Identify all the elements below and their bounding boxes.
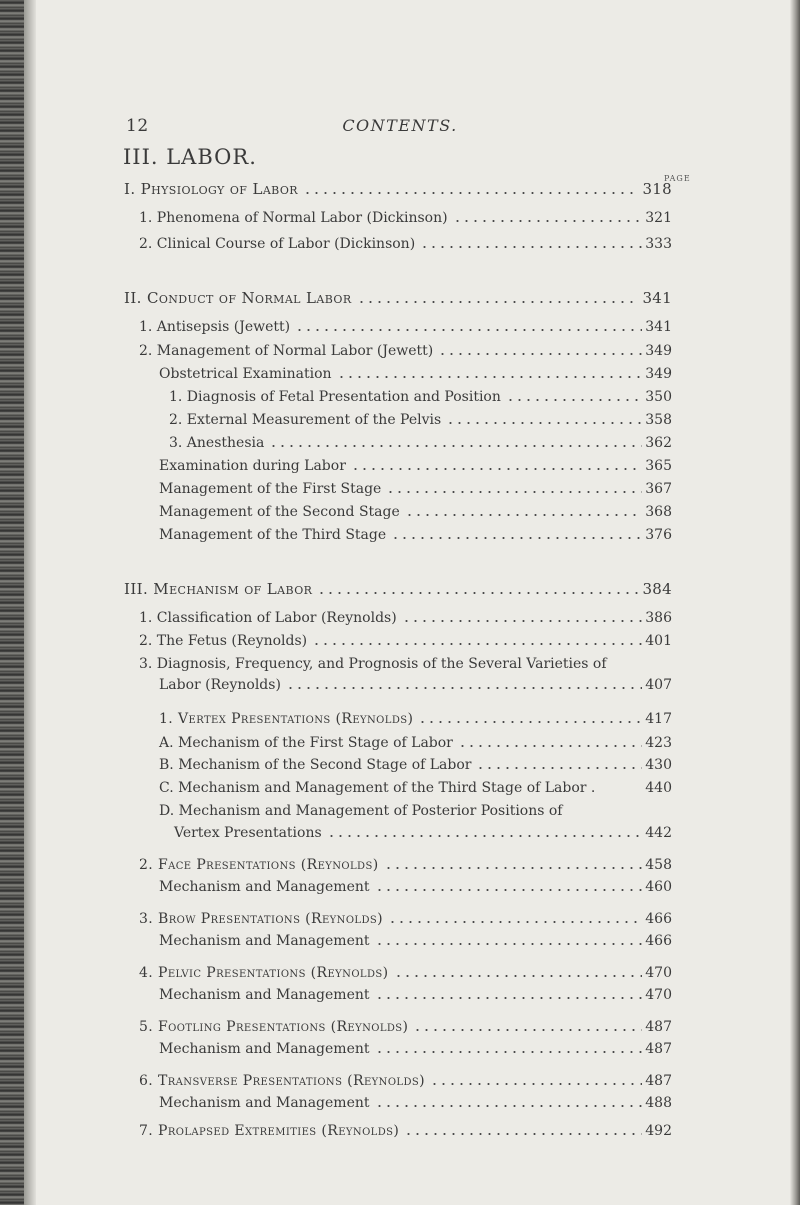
toc-entry-page: 368	[645, 504, 672, 520]
toc-entry	[139, 235, 672, 253]
toc-entry-page: 470	[645, 987, 672, 1003]
toc-entry	[159, 676, 672, 694]
toc-entry-page: 318	[642, 180, 672, 198]
toc-entry-page: 488	[645, 1095, 672, 1111]
toc-entry	[139, 342, 672, 360]
toc-entry-label: 3. Diagnosis, Frequency, and Prognosis of the Several Varieties of	[139, 656, 607, 672]
toc-entry-label: 4. Pelvic Presentations (Reynolds)	[139, 965, 389, 981]
toc-entry-page: 358	[645, 412, 672, 428]
toc-entry	[139, 1122, 672, 1140]
leader-dots	[269, 435, 642, 447]
leader-dots	[375, 1095, 643, 1107]
leader-dots	[458, 735, 642, 747]
leader-dots	[438, 343, 642, 355]
leader-dots	[357, 291, 640, 303]
leader-dots	[375, 879, 643, 891]
toc-entry	[139, 856, 672, 874]
toc-entry-label: Labor (Reynolds)	[159, 677, 281, 693]
leader-dots	[351, 458, 642, 470]
toc-entry-label: 2. Face Presentations (Reynolds)	[139, 857, 379, 873]
toc-entry-page: 470	[645, 965, 672, 981]
leader-dots	[295, 319, 642, 331]
toc-entry-page: 321	[645, 210, 672, 226]
leader-dots	[375, 1041, 643, 1053]
leader-dots	[388, 911, 642, 923]
page-column-label: PAGE	[664, 174, 691, 183]
toc-entry-label: III. Mechanism of Labor	[124, 580, 313, 598]
toc-entry-label: 7. Prolapsed Extremities (Reynolds)	[139, 1123, 400, 1139]
leader-dots	[405, 504, 642, 516]
toc-entry	[124, 580, 672, 598]
toc-entry-page: 365	[645, 458, 672, 474]
toc-entry-label: 1. Vertex Presentations (Reynolds)	[159, 711, 414, 727]
leader-dots	[327, 825, 643, 837]
toc-entry	[159, 756, 672, 774]
toc-entry-page: 333	[645, 236, 672, 252]
toc-entry	[169, 434, 672, 452]
leader-dots	[404, 1123, 642, 1135]
leader-dots	[418, 711, 642, 723]
toc-entry-page: 407	[645, 677, 672, 693]
toc-entry	[124, 289, 672, 307]
toc-entry	[159, 779, 672, 797]
toc-entry	[159, 932, 672, 950]
toc-entry-label: 2. Management of Normal Labor (Jewett)	[139, 343, 434, 359]
toc-entry-page: 487	[645, 1019, 672, 1035]
toc-entry	[139, 609, 672, 627]
leader-dots	[286, 677, 642, 689]
toc-entry-page: 341	[642, 289, 672, 307]
toc-entry-label: 1. Classification of Labor (Reynolds)	[139, 610, 397, 626]
toc-entry	[139, 632, 672, 650]
toc-entry-page: 466	[645, 911, 672, 927]
toc-entry-label: 1. Phenomena of Normal Labor (Dickinson)	[139, 210, 448, 226]
toc-entry-label: C. Mechanism and Management of the Third Stage of Labor .	[159, 780, 596, 796]
leader-dots	[446, 412, 642, 424]
page-number: 12	[126, 116, 149, 136]
leader-dots	[420, 236, 642, 248]
toc-entry-label: 3. Brow Presentations (Reynolds)	[139, 911, 383, 927]
toc-entry-page: 386	[645, 610, 672, 626]
toc-entry-page: 423	[645, 735, 672, 751]
toc-entry	[159, 1040, 672, 1058]
toc-entry-label: Management of the Third Stage	[159, 527, 387, 543]
toc-entry-page: 384	[642, 580, 672, 598]
toc-entry	[139, 1072, 672, 1090]
toc-entry-page: 362	[645, 435, 672, 451]
toc-entry	[159, 878, 672, 896]
toc-entry-label: Examination during Labor	[159, 458, 346, 474]
toc-entry	[139, 209, 672, 227]
toc-entry-page: 492	[645, 1123, 672, 1139]
toc-entry-label: 2. External Measurement of the Pelvis	[169, 412, 442, 428]
toc-entry-label: 5. Footling Presentations (Reynolds)	[139, 1019, 409, 1035]
toc-entry-page: 376	[645, 527, 672, 543]
leader-dots	[391, 527, 642, 539]
leader-dots	[303, 182, 640, 194]
toc-entry	[139, 910, 672, 928]
toc-entry	[169, 411, 672, 429]
toc-entry	[159, 1094, 672, 1112]
toc-entry	[139, 964, 672, 982]
leader-dots	[317, 582, 639, 594]
toc-entry-page: 466	[645, 933, 672, 949]
toc-entry-label: Mechanism and Management	[159, 1041, 370, 1057]
toc-entry-label: 1. Antisepsis (Jewett)	[139, 319, 291, 335]
leader-dots	[375, 987, 643, 999]
toc-entry-label: A. Mechanism of the First Stage of Labor	[159, 735, 453, 751]
toc-entry-label: 1. Diagnosis of Fetal Presentation and Position	[169, 389, 501, 405]
toc-entry-label: Mechanism and Management	[159, 933, 370, 949]
toc-entry-label: D. Mechanism and Management of Posterior Positions of	[159, 803, 563, 819]
toc-entry-page: 487	[645, 1073, 672, 1089]
toc-entry-page: 350	[645, 389, 672, 405]
toc-entry-label: II. Conduct of Normal Labor	[124, 289, 352, 307]
toc-entry-page: 367	[645, 481, 672, 497]
toc-entry-page: 440	[645, 780, 672, 796]
toc-entry	[169, 388, 672, 406]
toc-entry-label: Mechanism and Management	[159, 879, 370, 895]
toc-entry-label: 6. Transverse Presentations (Reynolds)	[139, 1073, 425, 1089]
toc-entry-page: 341	[645, 319, 672, 335]
part-title: III. LABOR.	[123, 145, 257, 169]
running-title: CONTENTS.	[342, 116, 458, 135]
leader-dots	[394, 965, 643, 977]
leader-dots	[600, 780, 642, 792]
leader-dots	[506, 389, 642, 401]
leader-dots	[402, 610, 643, 622]
toc-entry-label: Management of the Second Stage	[159, 504, 400, 520]
toc-entry	[139, 1018, 672, 1036]
leader-dots	[312, 633, 642, 645]
toc-entry-page: 458	[645, 857, 672, 873]
leader-dots	[413, 1019, 642, 1031]
toc-entry-page: 401	[645, 633, 672, 649]
toc-entry-page: 417	[645, 711, 672, 727]
leader-dots	[384, 857, 643, 869]
toc-entry	[159, 526, 672, 544]
toc-entry	[159, 710, 672, 728]
page-fore-edge	[790, 0, 800, 1205]
toc-entry	[159, 365, 672, 383]
leader-dots	[375, 933, 643, 945]
toc-entry-label: Vertex Presentations	[174, 825, 322, 841]
toc-entry-page: 442	[645, 825, 672, 841]
toc-entry-label: 2. Clinical Course of Labor (Dickinson)	[139, 236, 416, 252]
toc-entry	[159, 480, 672, 498]
toc-entry-label: I. Physiology of Labor	[124, 180, 298, 198]
leader-dots	[430, 1073, 642, 1085]
toc-entry	[174, 824, 672, 842]
toc-entry	[139, 318, 672, 336]
toc-entry-label: Obstetrical Examination	[159, 366, 332, 382]
toc-entry-label: Management of the First Stage	[159, 481, 382, 497]
toc-entry	[124, 180, 672, 198]
toc-entry-page: 349	[645, 366, 672, 382]
leader-dots	[453, 210, 643, 222]
toc-entry-page: 349	[645, 343, 672, 359]
leader-dots	[386, 481, 642, 493]
leader-dots	[476, 757, 642, 769]
leader-dots	[337, 366, 643, 378]
toc-entry-label: B. Mechanism of the Second Stage of Labor	[159, 757, 472, 773]
toc-entry-page: 460	[645, 879, 672, 895]
toc-entry-label: Mechanism and Management	[159, 1095, 370, 1111]
toc-entry	[159, 503, 672, 521]
page-binding-edge	[0, 0, 34, 1205]
toc-entry-label: 3. Anesthesia	[169, 435, 265, 451]
toc-entry-label: 2. The Fetus (Reynolds)	[139, 633, 308, 649]
toc-entry-page: 487	[645, 1041, 672, 1057]
toc-entry-label: Mechanism and Management	[159, 987, 370, 1003]
toc-entry	[159, 986, 672, 1004]
toc-entry	[159, 457, 672, 475]
toc-entry	[159, 734, 672, 752]
toc-entry-page: 430	[645, 757, 672, 773]
